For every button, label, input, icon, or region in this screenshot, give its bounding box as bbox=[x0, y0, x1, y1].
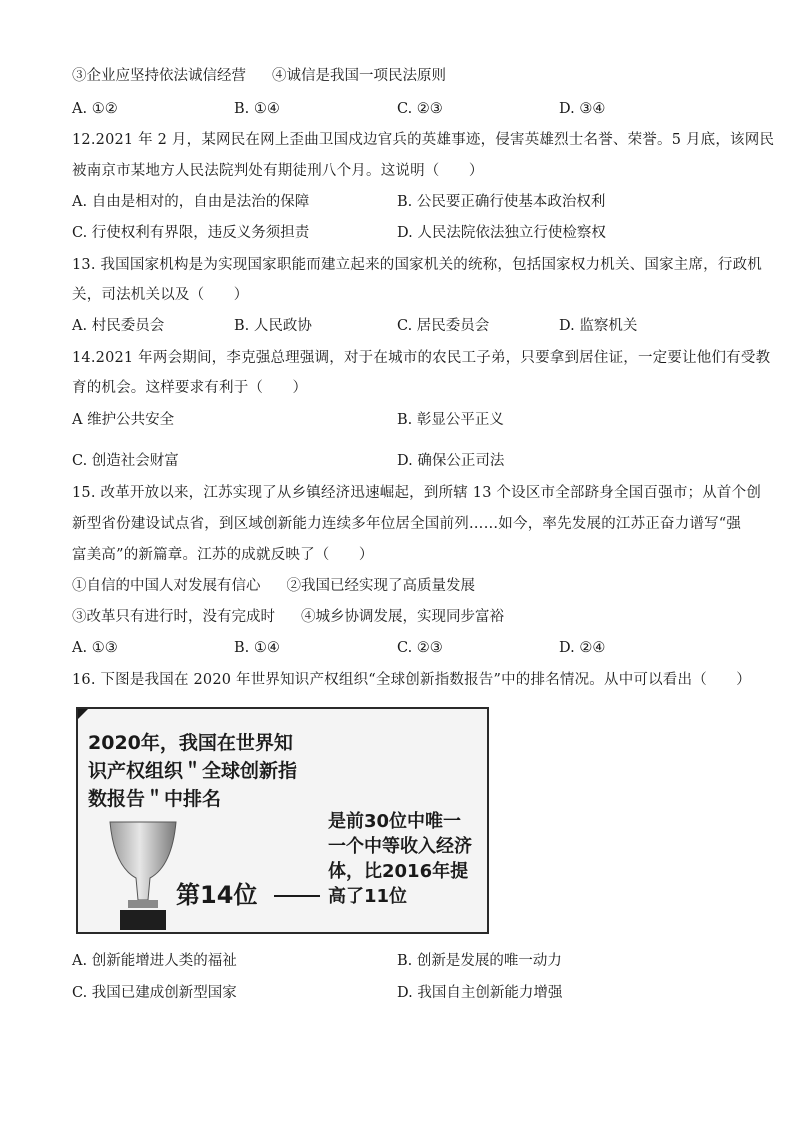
q15-option-a[interactable]: A. ①③ bbox=[72, 640, 118, 656]
q13-option-b[interactable]: B. 人民政协 bbox=[234, 318, 312, 334]
q14-option-a[interactable]: A 维护公共安全 bbox=[72, 412, 175, 428]
q15-stem-line-1: 15. 改革开放以来，江苏实现了从乡镇经济迅速崛起，到所辖 13 个设区市全部跻身全国百强市；从首个创 bbox=[72, 485, 762, 501]
q11-option-a[interactable]: A. ①② bbox=[72, 101, 118, 117]
q14-options-row-1 bbox=[72, 410, 732, 430]
q11-statement-4: ④诚信是我国一项民法原则 bbox=[272, 68, 446, 84]
q15-stem-line-3: 富美高”的新篇章。江苏的成就反映了（ ） bbox=[72, 547, 374, 563]
q15-statements-row-2 bbox=[72, 607, 504, 627]
q12-stem-line-2: 被南京市某地方人民法院判处有期徒刑八个月。这说明（ ） bbox=[72, 163, 484, 179]
q16-option-a[interactable]: A. 创新能增进人类的福祉 bbox=[72, 953, 237, 969]
q12-stem-line-1: 12.2021 年 2 月，某网民在网上歪曲卫国戍边官兵的英雄事迹，侵害英雄烈士名誉、荣誉。5 月底，该网民 bbox=[72, 132, 775, 148]
q15-options bbox=[72, 638, 732, 658]
q15-option-c[interactable]: C. ②③ bbox=[397, 640, 443, 656]
q12-option-b[interactable]: B. 公民要正确行使基本政治权利 bbox=[397, 194, 606, 210]
q15-statements-row-1 bbox=[72, 576, 475, 596]
q11-statement-3: ③企业应坚持依法诚信经营 bbox=[72, 68, 246, 84]
q13-option-c[interactable]: C. 居民委员会 bbox=[397, 318, 490, 334]
q14-option-b[interactable]: B. 彰显公平正义 bbox=[397, 412, 504, 428]
q11-option-b[interactable]: B. ①④ bbox=[234, 101, 280, 117]
q11-option-c[interactable]: C. ②③ bbox=[397, 101, 443, 117]
figure-rank: 第14位 bbox=[176, 881, 258, 909]
q16-stem: 16. 下图是我国在 2020 年世界知识产权组织“全球创新指数报告”中的排名情况。从中可以看出（ ） bbox=[72, 672, 752, 688]
q15-statement-1: ①自信的中国人对发展有信心 bbox=[72, 578, 261, 594]
q16-options-row-1 bbox=[72, 951, 732, 971]
q16-option-b[interactable]: B. 创新是发展的唯一动力 bbox=[397, 953, 562, 969]
q14-options-row-2 bbox=[72, 451, 732, 471]
q13-option-d[interactable]: D. 监察机关 bbox=[559, 318, 638, 334]
q15-option-d[interactable]: D. ②④ bbox=[559, 640, 606, 656]
figure-dash bbox=[274, 895, 320, 897]
q14-option-d[interactable]: D. 确保公正司法 bbox=[397, 453, 505, 469]
trophy-icon bbox=[98, 814, 188, 934]
q16-option-d[interactable]: D. 我国自主创新能力增强 bbox=[397, 985, 563, 1001]
q15-option-b[interactable]: B. ①④ bbox=[234, 640, 280, 656]
q12-options-row-2 bbox=[72, 223, 732, 243]
q12-option-d[interactable]: D. 人民法院依法独立行使检察权 bbox=[397, 225, 606, 241]
q12-option-a[interactable]: A. 自由是相对的，自由是法治的保障 bbox=[72, 194, 310, 210]
q14-stem-line-1: 14.2021 年两会期间，李克强总理强调，对于在城市的农民工子弟，只要拿到居住证，一定要让他们有受教 bbox=[72, 350, 771, 366]
q16-options-row-2 bbox=[72, 983, 732, 1003]
q11-option-d[interactable]: D. ③④ bbox=[559, 101, 606, 117]
q15-statement-2: ②我国已经实现了高质量发展 bbox=[286, 578, 475, 594]
q12-options-row-1 bbox=[72, 192, 732, 212]
q15-statement-3: ③改革只有进行时，没有完成时 bbox=[72, 609, 275, 625]
figure-note: 是前30位中唯一一个中等收入经济体，比2016年提高了11位 bbox=[328, 811, 472, 907]
q16-option-c[interactable]: C. 我国已建成创新型国家 bbox=[72, 985, 237, 1001]
innovation-ranking-figure bbox=[76, 707, 489, 934]
q14-option-c[interactable]: C. 创造社会财富 bbox=[72, 453, 179, 469]
figure-corner-mark bbox=[76, 707, 90, 721]
q11-options bbox=[72, 99, 732, 119]
q14-stem-line-2: 育的机会。这样要求有利于（ ） bbox=[72, 380, 308, 396]
q15-stem-line-2: 新型省份建设试点省，到区域创新能力连续多年位居全国前列……如今，率先发展的江苏正奋力谱写“强 bbox=[72, 516, 742, 532]
figure-title: 2020年，我国在世界知识产权组织＂全球创新指数报告＂中排名 bbox=[88, 732, 298, 810]
q13-stem-line-1: 13. 我国国家机构是为实现国家职能而建立起来的国家机关的统称，包括国家权力机关、国家主席，行政机 bbox=[72, 257, 762, 273]
q11-statements bbox=[72, 66, 446, 86]
q13-option-a[interactable]: A. 村民委员会 bbox=[72, 318, 165, 334]
q13-stem-line-2: 关，司法机关以及（ ） bbox=[72, 287, 249, 303]
q15-statement-4: ④城乡协调发展，实现同步富裕 bbox=[301, 609, 504, 625]
q12-option-c[interactable]: C. 行使权利有界限，违反义务须担责 bbox=[72, 225, 310, 241]
q13-options bbox=[72, 316, 732, 336]
